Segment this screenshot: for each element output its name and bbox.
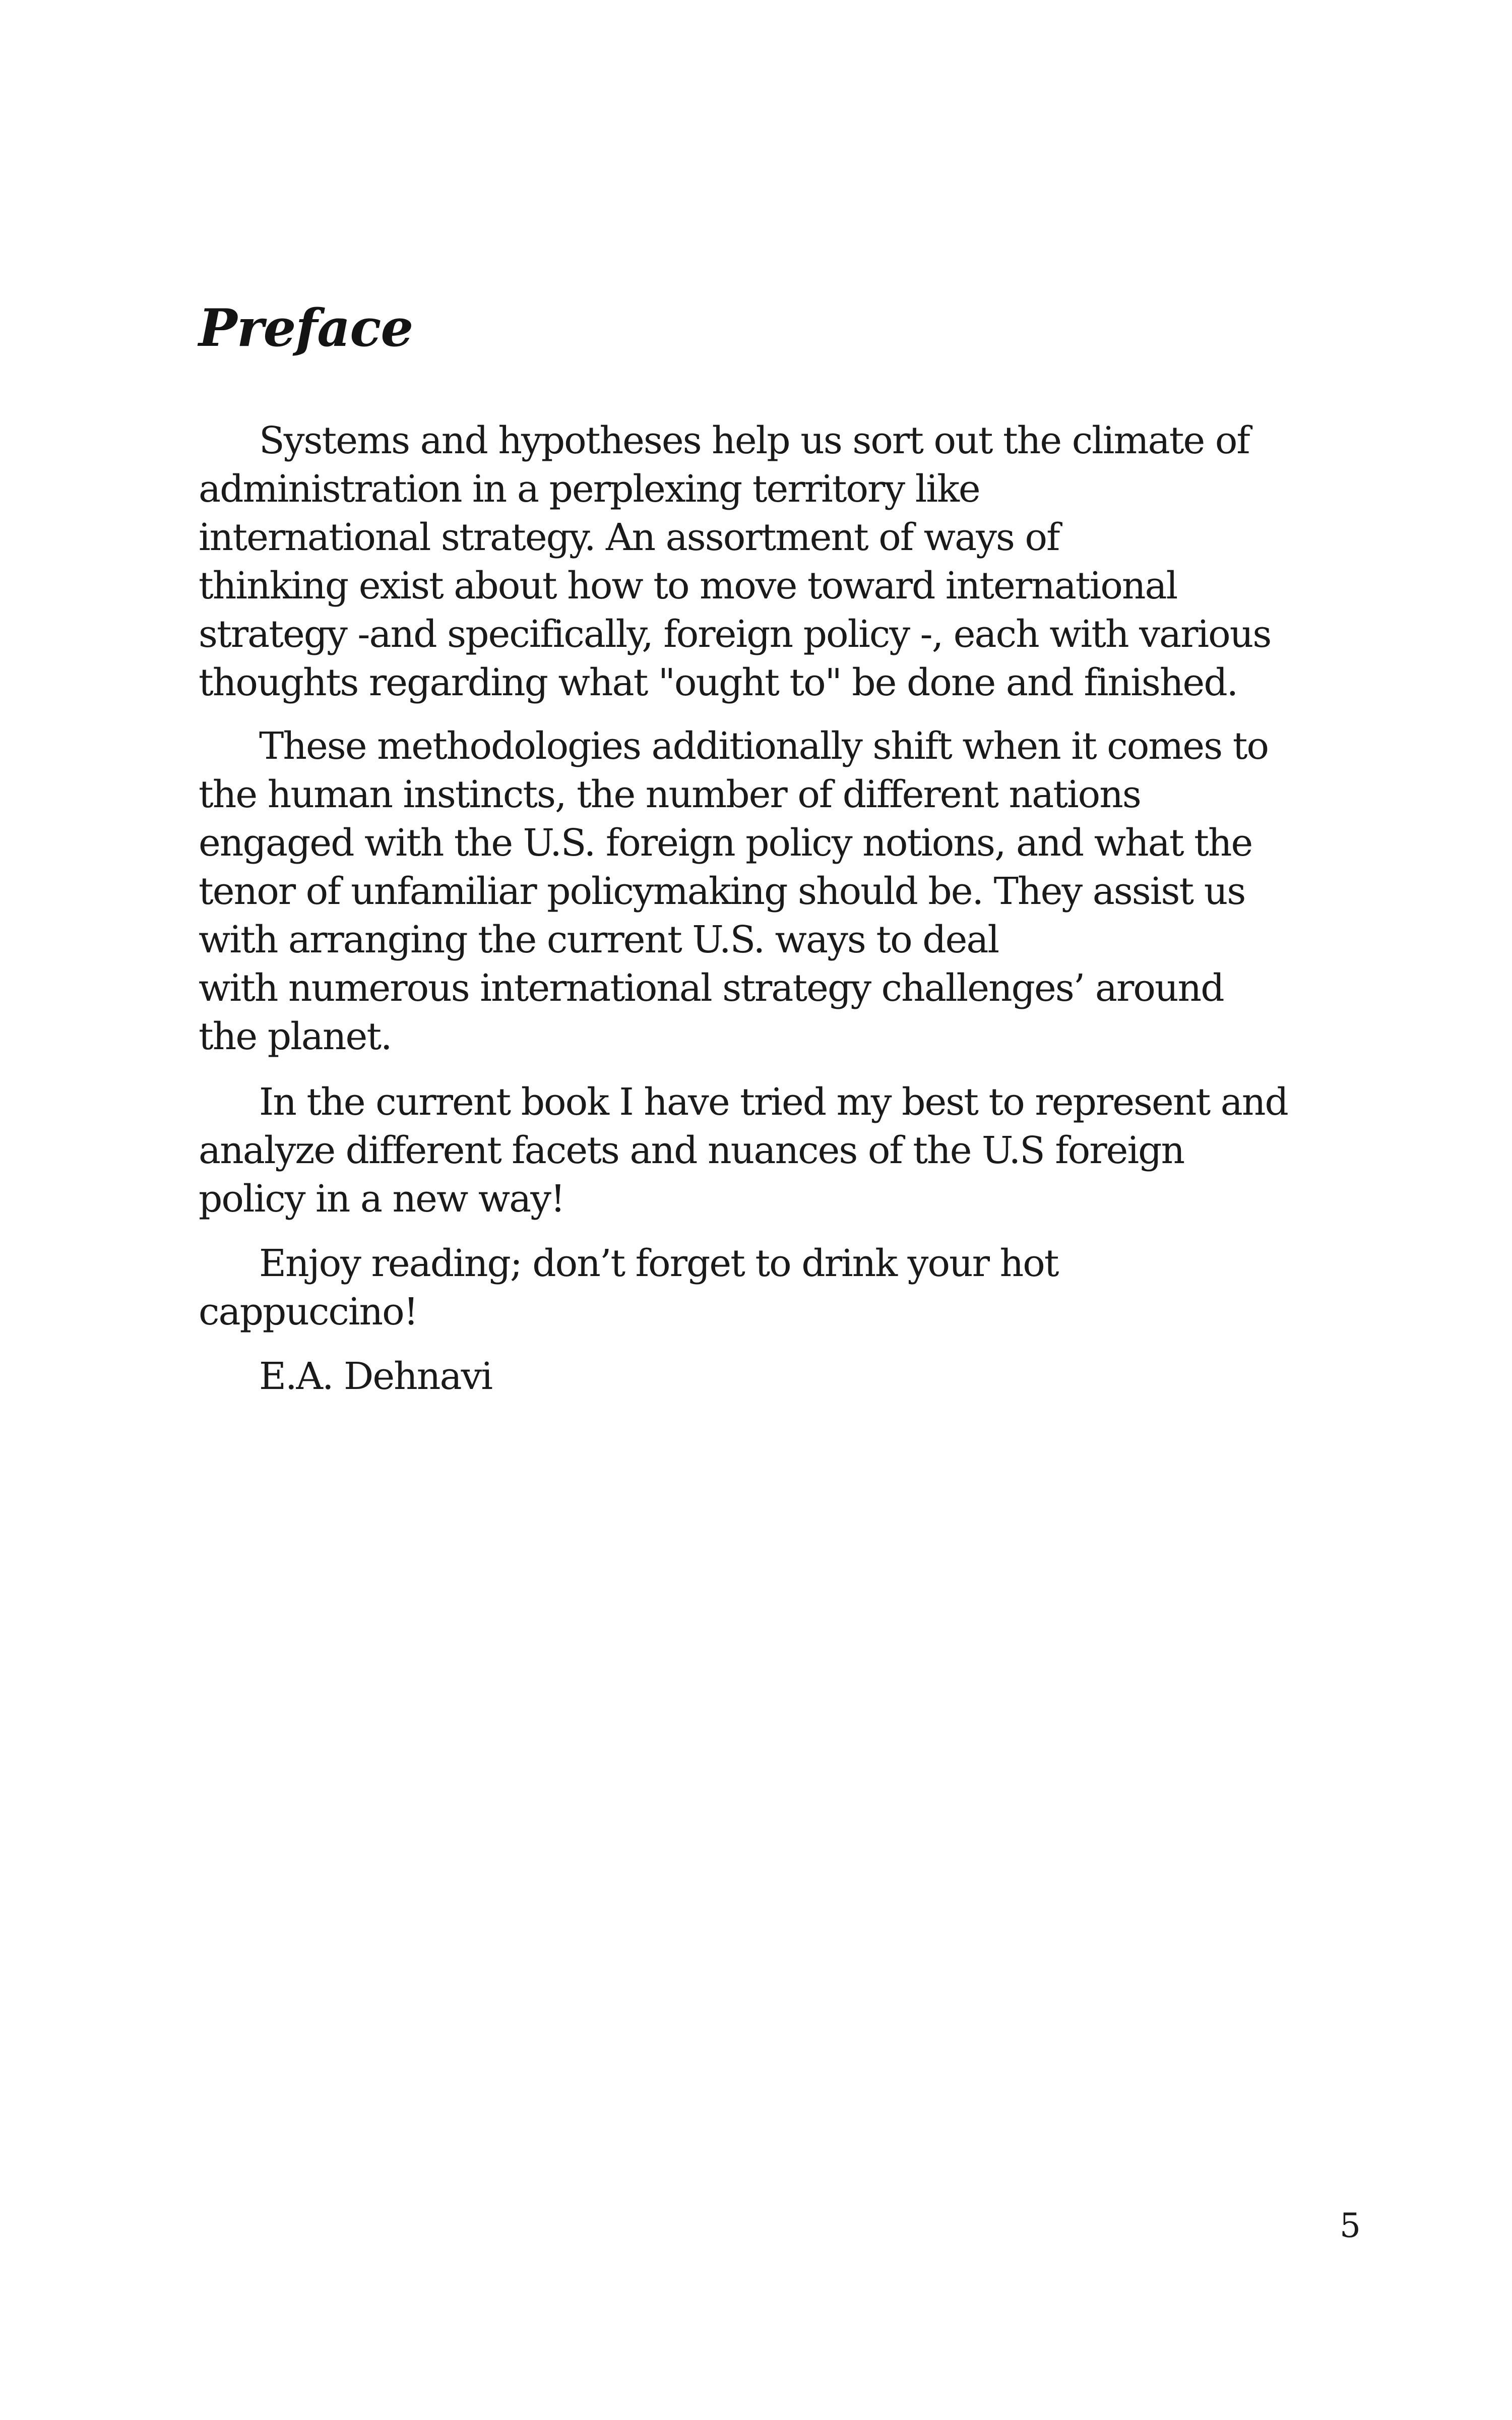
text-line: the human instincts, the number of different nations [199, 773, 1141, 816]
text-line: administration in a perplexing territory like [199, 467, 980, 511]
paragraph-1 [199, 416, 1271, 707]
text-line: engaged with the U.S. foreign policy notions, and what the [199, 821, 1252, 865]
text-line: These methodologies additionally shift when it comes to [259, 724, 1268, 768]
text-line: thinking exist about how to move toward international [199, 564, 1177, 608]
text-line: the planet. [199, 1015, 392, 1058]
text-line: policy in a new way! [199, 1177, 564, 1221]
paragraph-2 [199, 722, 1268, 1061]
text-line: cappuccino! [199, 1290, 418, 1334]
text-line: Enjoy reading; don’t forget to drink your hot [259, 1242, 1058, 1285]
text-line: international strategy. An assortment of ways of [199, 516, 1059, 559]
text-line: thoughts regarding what "ought to" be done and finished. [199, 661, 1238, 704]
paragraph-3 [199, 1078, 1288, 1223]
author-signature [199, 1352, 492, 1401]
text-line: analyze different facets and nuances of the U.S foreign [199, 1129, 1184, 1172]
page-number: 5 [1340, 2206, 1361, 2245]
text-line: Systems and hypotheses help us sort out the climate of [259, 419, 1249, 462]
text-line: strategy -and specifically, foreign policy -, each with various [199, 613, 1271, 656]
text-line: tenor of unfamiliar policymaking should be. They assist us [199, 870, 1245, 913]
text-line: with arranging the current U.S. ways to deal [199, 918, 999, 961]
author-name: E.A. Dehnavi [259, 1355, 492, 1398]
text-line: with numerous international strategy challenges’ around [199, 966, 1224, 1010]
paragraph-4 [199, 1239, 1058, 1336]
chapter-heading: Preface [199, 298, 413, 358]
text-line: In the current book I have tried my best to represent and [259, 1080, 1288, 1124]
